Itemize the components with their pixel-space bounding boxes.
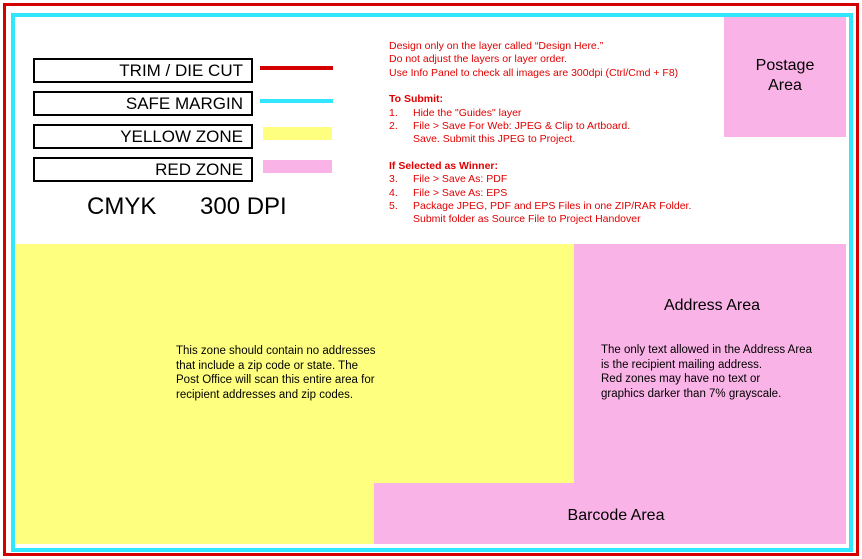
submit-heading: To Submit: (389, 93, 444, 106)
address-line: is the recipient mailing address. (601, 358, 763, 371)
winner-step (389, 173, 719, 186)
winner-heading: If Selected as Winner: (389, 159, 499, 172)
trim-swatch-line (260, 66, 333, 70)
step-number: 4. (389, 186, 398, 199)
step-text: File > Save For Web: JPEG & Clip to Artboard. (413, 120, 631, 133)
postage-area-label (724, 56, 846, 96)
step-text: Package JPEG, PDF and EPS Files in one ZIP/RAR Folder. (413, 200, 692, 213)
yellow-zone-line: Post Office will scan this entire area for (176, 374, 375, 386)
legend-yellow-label: YELLOW ZONE (120, 127, 243, 146)
step-text: Hide the "Guides" layer (413, 106, 522, 119)
color-mode-label: CMYK (87, 193, 157, 220)
instruction-line: Use Info Panel to check all images are 300dpi (Ctrl/Cmd + F8) (389, 66, 679, 79)
address-line: Red zones may have no text or (601, 373, 761, 385)
step-text: File > Save As: EPS (413, 186, 508, 199)
red-zone-swatch (263, 160, 332, 173)
yellow-zone-line: This zone should contain no addresses (176, 345, 376, 357)
step-number: 5. (389, 200, 398, 213)
legend-yellow-label-box (33, 124, 253, 149)
step-text: File > Save As: PDF (413, 173, 508, 186)
address-line: The only text allowed in the Address Area (601, 344, 812, 356)
instructions-block (389, 40, 719, 227)
instruction-line: Do not adjust the layers or layer order. (389, 53, 568, 66)
step-number: 1. (389, 106, 398, 119)
submit-step-continued: Save. Submit this JPEG to Project. (413, 133, 576, 146)
winner-step-continued: Submit folder as Source File to Project Handover (413, 213, 641, 226)
submit-step (389, 107, 719, 120)
winner-step (389, 187, 719, 200)
yellow-zone-line: that include a zip code or state. The (176, 359, 358, 372)
legend-safe-label-box (33, 91, 253, 116)
legend-trim-label-box (33, 58, 253, 83)
yellow-zone-text (176, 344, 406, 402)
legend-red-label: RED ZONE (155, 160, 243, 179)
instruction-line: Design only on the layer called “Design Here.” (389, 40, 604, 52)
yellow-zone-swatch (263, 127, 332, 140)
legend-safe-label: SAFE MARGIN (125, 94, 243, 113)
safe-margin-swatch-line (260, 99, 333, 103)
postage-label-line1: Postage (755, 57, 815, 74)
legend-red-label-box (33, 157, 253, 182)
submit-step (389, 120, 719, 133)
address-line: graphics darker than 7% grayscale. (601, 387, 782, 400)
step-number: 2. (389, 120, 398, 133)
address-area-title: Address Area (663, 297, 761, 314)
postage-label-line2: Area (768, 77, 802, 94)
address-area-text (601, 343, 841, 401)
winner-step (389, 200, 719, 213)
step-number: 3. (389, 173, 398, 186)
barcode-area-label: Barcode Area (567, 507, 665, 524)
legend-trim-label: TRIM / DIE CUT (119, 61, 243, 80)
resolution-label: 300 DPI (200, 193, 287, 220)
yellow-zone-line: recipient addresses and zip codes. (176, 388, 354, 401)
